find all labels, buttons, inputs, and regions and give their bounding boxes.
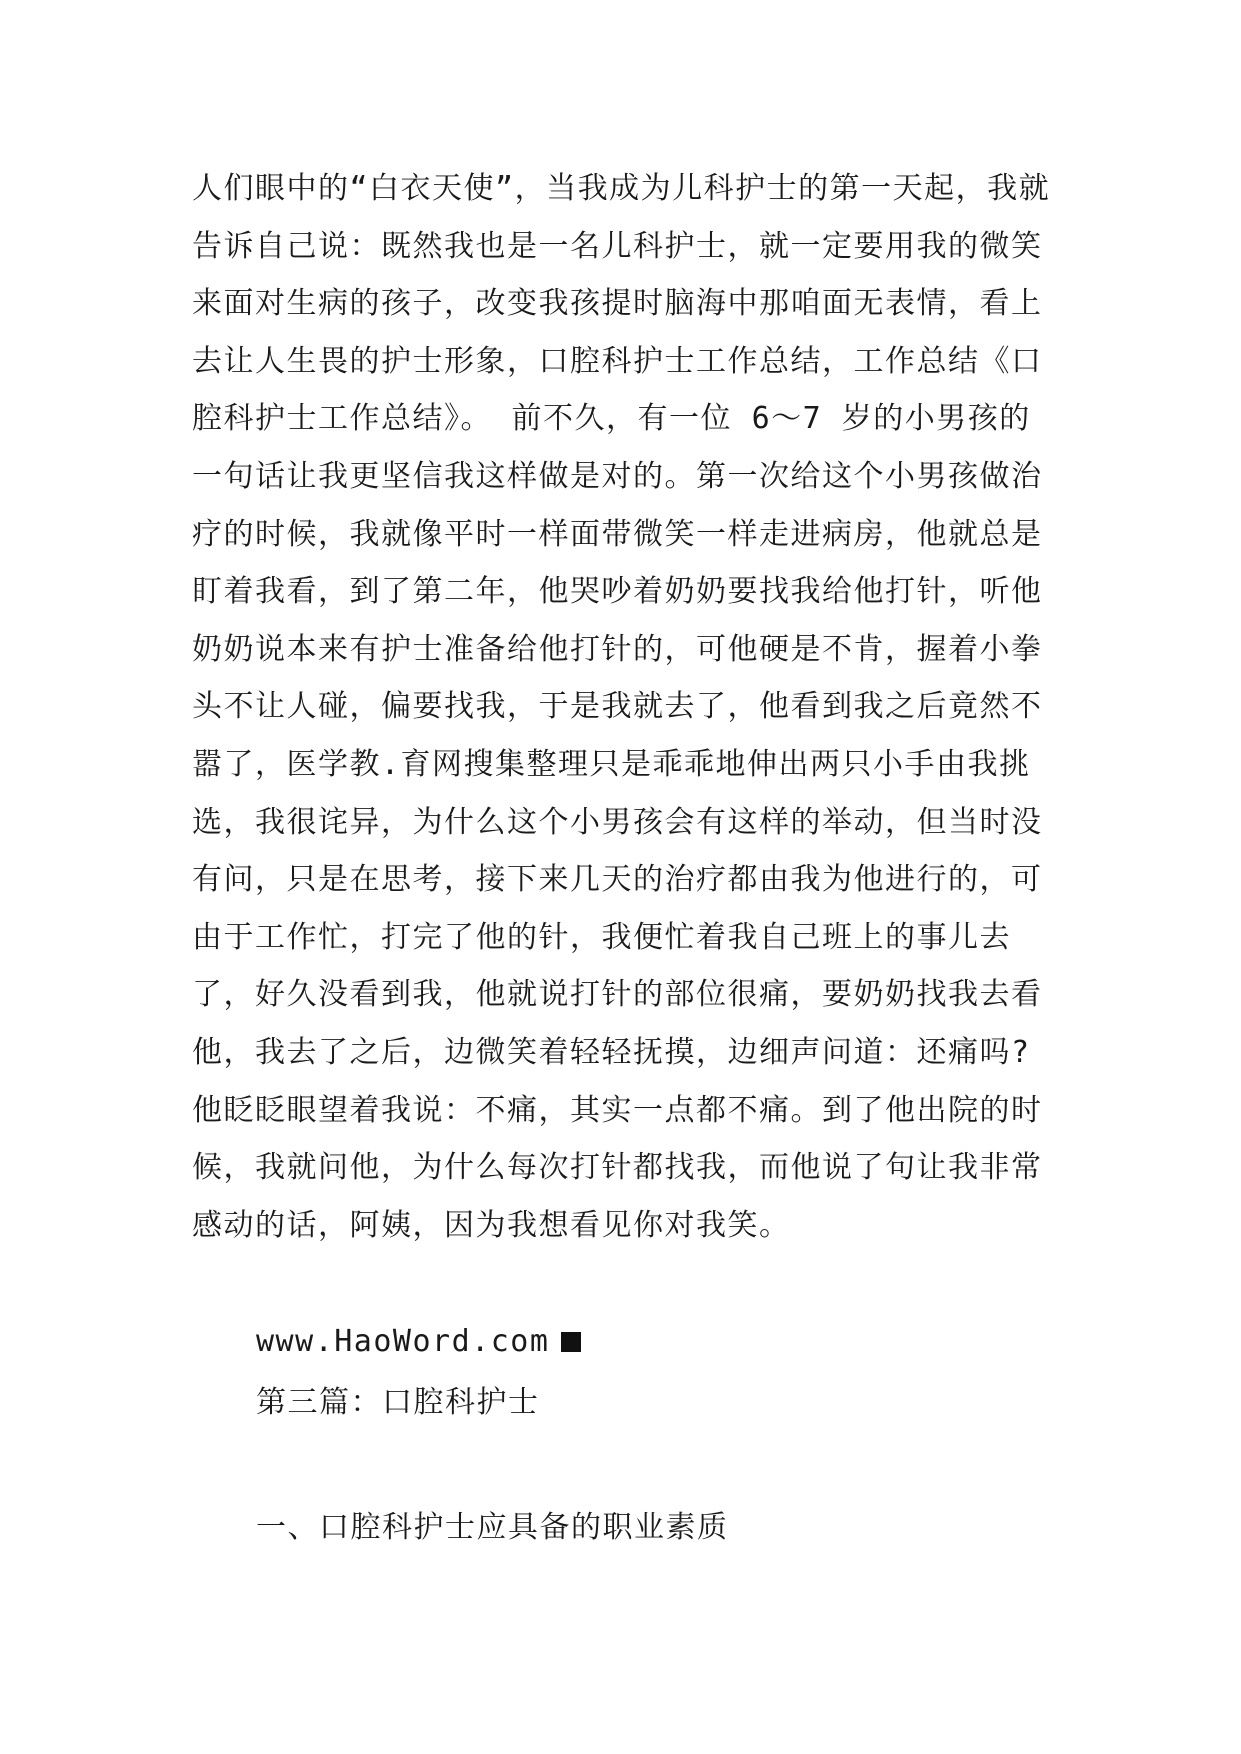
subheading: 一、口腔科护士应具备的职业素质 bbox=[256, 1510, 729, 1545]
website-url: www.HaoWord.com bbox=[256, 1324, 550, 1359]
section-title: 第三篇：口腔科护士 bbox=[256, 1385, 540, 1420]
url-line bbox=[256, 1322, 581, 1362]
black-square-icon bbox=[561, 1332, 581, 1352]
body-paragraph: 人们眼中的“白衣天使”，当我成为儿科护士的第一天起，我就告诉自己说：既然我也是一名儿科护士，就一定要用我的微笑来面对生病的孩子，改变我孩提时脑海中那咱面无表情，看上去让人生畏的护士形象，口腔科护士工作总结，工作总结《口腔科护士工作总结》。 前不久，有一位 6～7 岁的小男孩的一句话让我更坚信我这样做是对的。第一次给这个小男孩做治疗的时候，我就像平时一样面带微笑一样走进病房，他就总是盯着我看，到了第二年，他哭吵着奶奶要找我给他打针，听他奶奶说本来有护士准备给他打针的，可他硬是不肯，握着小拳头不让人碰，偏要找我，于是我就去了，他看到我之后竟然不嚣了，医学教.育网搜集整理只是乖乖地伸出两只小手由我挑选，我很诧异，为什么这个小男孩会有这样的举动，但当时没有问，只是在思考，接下来几天的治疗都由我为他进行的，可由于工作忙，打完了他的针，我便忙着我自己班上的事儿去了，好久没看到我，他就说打针的部位很痛，要奶奶找我去看他，我去了之后，边微笑着轻轻抚摸，边细声问道：还痛吗?他眨眨眼望着我说：不痛，其实一点都不痛。到了他出院的时候，我就问他，为什么每次打针都找我，而他说了句让我非常感动的话，阿姨，因为我想看见你对我笑。 bbox=[192, 171, 1051, 1243]
